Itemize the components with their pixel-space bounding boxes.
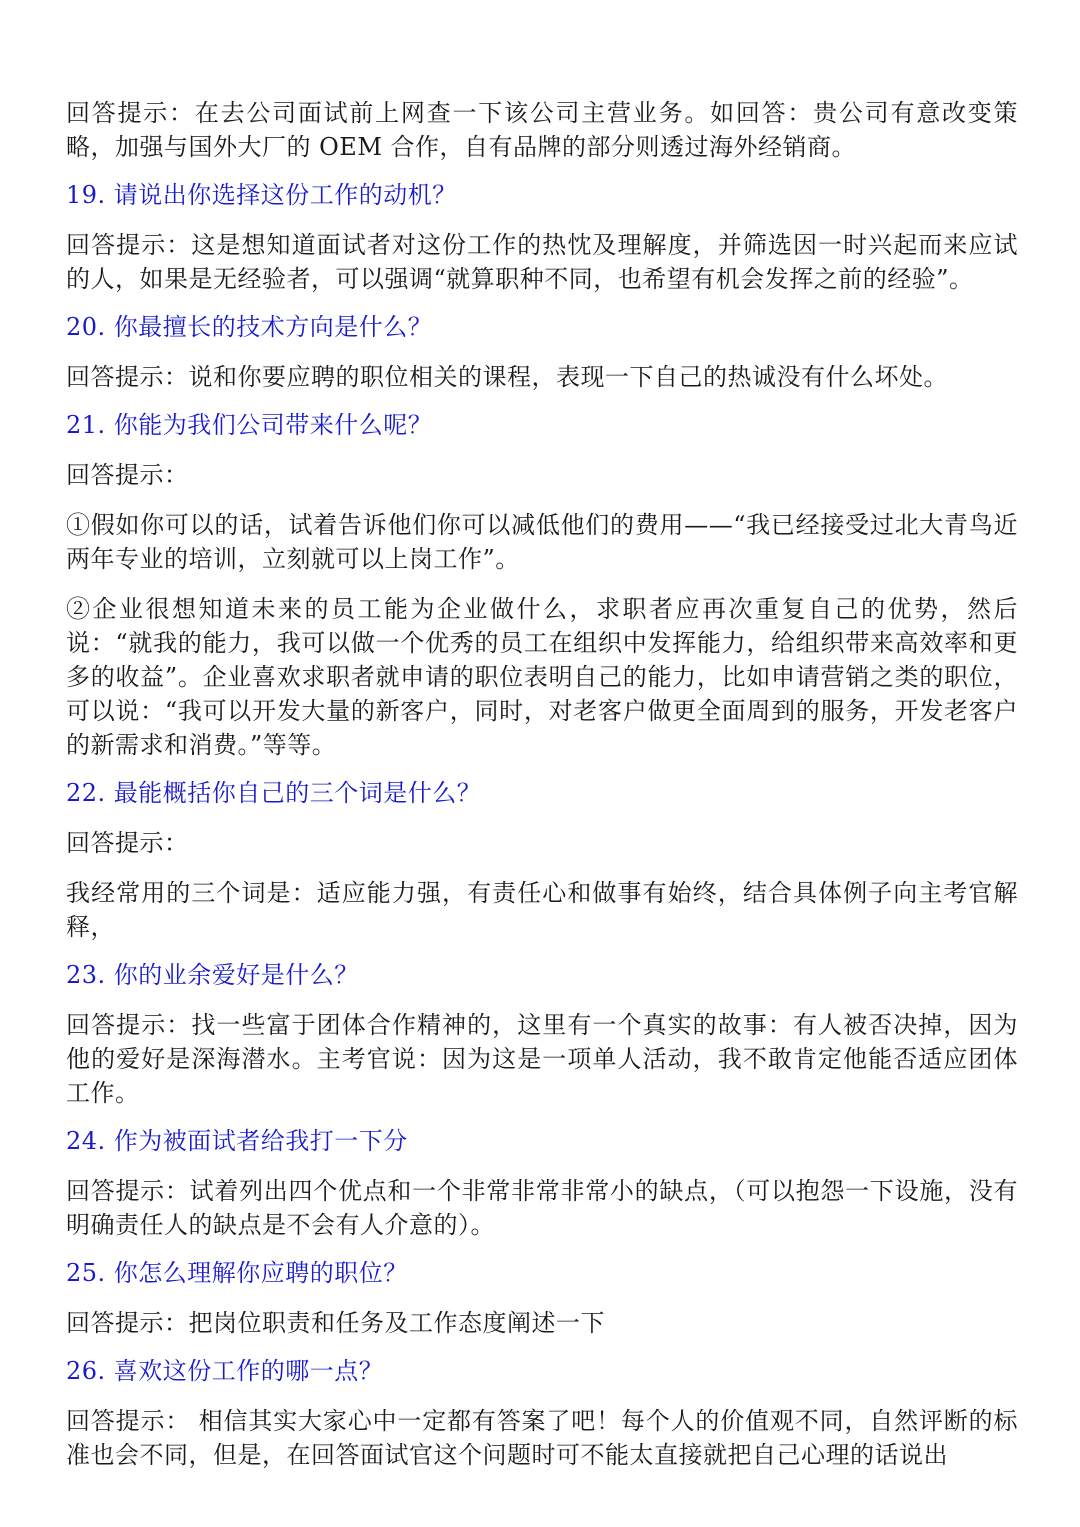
answer-24-text: 回答提示：试着列出四个优点和一个非常非常非常小的缺点，（可以抱怨一下设施，没有明确责任人的缺点是不会有人介意的）。 [66,1177,1018,1239]
question-23-heading: 23. 你的业余爱好是什么？ [66,961,359,989]
question-26-heading: 26. 喜欢这份工作的哪一点？ [66,1357,384,1385]
answer-21-label: 回答提示： [66,461,189,489]
answer-18-text: 回答提示：在去公司面试前上网查一下该公司主营业务。如回答：贵公司有意改变策略，加强与国外大厂的 OEM 合作，自有品牌的部分则透过海外经销商。 [66,99,1018,161]
answer-20-text: 回答提示：说和你要应聘的职位相关的课程，表现一下自己的热诚没有什么坏处。 [66,363,948,391]
answer-26-text: 回答提示： 相信其实大家心中一定都有答案了吧！每个人的价值观不同，自然评断的标准也会不同，但是，在回答面试官这个问题时可不能太直接就把自己心理的话说出 [66,1407,1018,1469]
answer-21-point-2: ②企业很想知道未来的员工能为企业做什么，求职者应再次重复自己的优势，然后说：“就我的能力，我可以做一个优秀的员工在组织中发挥能力，给组织带来高效率和更多的收益”。企业喜欢求职者就申请的职位表明自己的能力，比如申请营销之类的职位，可以说：“我可以开发大量的新客户，同时，对老客户做更全面周到的服务，开发老客户的新需求和消费。”等等。 [66,595,1018,759]
question-19-heading: 19. 请说出你选择这份工作的动机？ [66,181,457,209]
answer-21-point-1: ①假如你可以的话，试着告诉他们你可以减低他们的费用——“我已经接受过北大青鸟近两年专业的培训，立刻就可以上岗工作”。 [66,511,1018,573]
question-20-heading: 20. 你最擅长的技术方向是什么？ [66,313,433,341]
answer-25-text: 回答提示：把岗位职责和任务及工作态度阐述一下 [66,1309,605,1337]
answer-22-text: 我经常用的三个词是：适应能力强，有责任心和做事有始终，结合具体例子向主考官解释， [66,879,1018,941]
question-25-heading: 25. 你怎么理解你应聘的职位？ [66,1259,408,1287]
question-22-heading: 22. 最能概括你自己的三个词是什么？ [66,779,482,807]
question-21-heading: 21. 你能为我们公司带来什么呢？ [66,411,433,439]
answer-19-text: 回答提示：这是想知道面试者对这份工作的热忱及理解度，并筛选因一时兴起而来应试的人，如果是无经验者，可以强调“就算职种不同，也希望有机会发挥之前的经验”。 [66,231,1018,293]
answer-22-label: 回答提示： [66,829,189,857]
question-24-heading: 24. 作为被面试者给我打一下分 [66,1127,408,1155]
answer-23-text: 回答提示：找一些富于团体合作精神的，这里有一个真实的故事：有人被否决掉，因为他的爱好是深海潜水。主考官说：因为这是一项单人活动，我不敢肯定他能否适应团体工作。 [66,1011,1018,1107]
